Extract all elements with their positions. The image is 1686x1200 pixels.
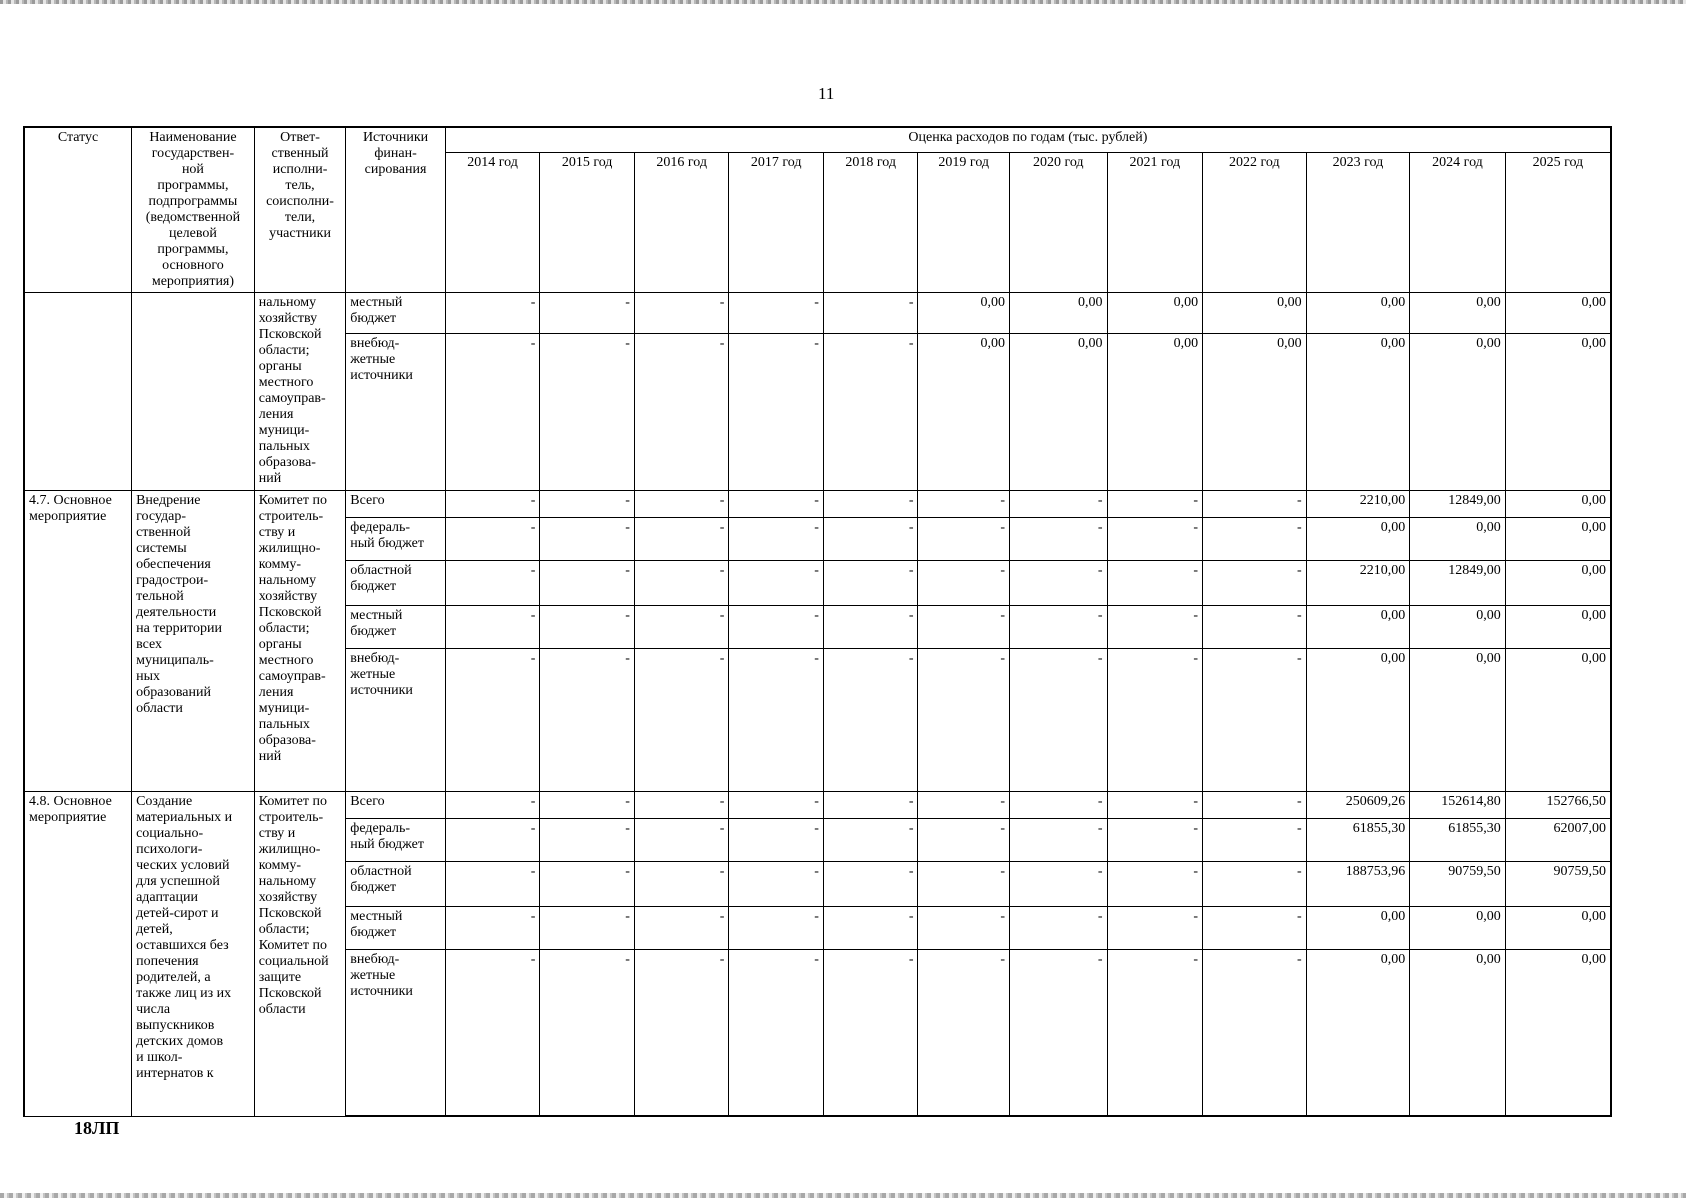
value-cell: - xyxy=(540,293,635,334)
value-cell: - xyxy=(918,649,1010,792)
value-cell: - xyxy=(445,792,540,819)
value-cell: - xyxy=(918,561,1010,606)
value-cell: 0,00 xyxy=(1505,518,1611,561)
value-cell: - xyxy=(1203,792,1307,819)
value-cell: - xyxy=(445,334,540,491)
value-cell: - xyxy=(445,819,540,862)
value-cell: - xyxy=(445,649,540,792)
value-cell: - xyxy=(1107,518,1203,561)
value-cell: 152614,80 xyxy=(1410,792,1506,819)
value-cell: - xyxy=(729,606,824,649)
value-cell: - xyxy=(634,334,729,491)
value-cell: - xyxy=(1107,491,1203,518)
value-cell: - xyxy=(1009,792,1107,819)
value-cell: 90759,50 xyxy=(1505,862,1611,907)
value-cell: - xyxy=(1009,862,1107,907)
value-cell: - xyxy=(540,606,635,649)
value-cell: 0,00 xyxy=(1009,334,1107,491)
value-cell: - xyxy=(823,950,918,1117)
value-cell: 0,00 xyxy=(1306,907,1410,950)
value-cell: 250609,26 xyxy=(1306,792,1410,819)
funding-source-cell: внебюд- жетные источники xyxy=(346,334,446,491)
value-cell: 0,00 xyxy=(1505,649,1611,792)
value-cell: - xyxy=(1203,862,1307,907)
value-cell: - xyxy=(540,950,635,1117)
value-cell: - xyxy=(729,649,824,792)
value-cell: - xyxy=(823,606,918,649)
value-cell: - xyxy=(634,293,729,334)
value-cell: - xyxy=(729,907,824,950)
value-cell: - xyxy=(1009,491,1107,518)
value-cell: - xyxy=(823,561,918,606)
responsible-cell: Комитет по строитель- ству и жилищно- комму- нальному хозяйству Псковской области; органы местного самоуправ- ления муници- пальных образова- ний xyxy=(254,491,346,792)
funding-source-cell: Всего xyxy=(346,491,446,518)
value-cell: 0,00 xyxy=(1410,907,1506,950)
value-cell: - xyxy=(729,792,824,819)
value-cell: - xyxy=(1107,792,1203,819)
responsible-cell: нальному хозяйству Псковской области; органы местного самоуправ- ления муници- пальных образова- ний xyxy=(254,293,346,491)
program-name-cell: Создание материальных и социально- психологи- ческих условий для успешной адаптации детей-сирот и детей, оставшихся без попечения родителей, а также лиц из их числа выпускников детских домов и школ- интернатов к xyxy=(132,792,255,1117)
header-responsible: Ответ- ственный исполни- тель, соисполни- тели, участники xyxy=(254,127,346,293)
funding-source-cell: внебюд- жетные источники xyxy=(346,649,446,792)
value-cell: - xyxy=(729,950,824,1117)
value-cell: 0,00 xyxy=(1410,518,1506,561)
value-cell: 2210,00 xyxy=(1306,561,1410,606)
value-cell: - xyxy=(1203,561,1307,606)
value-cell: 0,00 xyxy=(1306,649,1410,792)
value-cell: - xyxy=(540,907,635,950)
value-cell: - xyxy=(918,491,1010,518)
value-cell: - xyxy=(729,518,824,561)
value-cell: - xyxy=(1009,561,1107,606)
value-cell: - xyxy=(1107,862,1203,907)
value-cell: - xyxy=(729,561,824,606)
value-cell: 0,00 xyxy=(1203,293,1307,334)
value-cell: 0,00 xyxy=(1505,606,1611,649)
value-cell: - xyxy=(445,862,540,907)
value-cell: 0,00 xyxy=(1306,518,1410,561)
value-cell: - xyxy=(445,293,540,334)
value-cell: - xyxy=(918,950,1010,1117)
value-cell: - xyxy=(1009,606,1107,649)
value-cell: 12849,00 xyxy=(1410,561,1506,606)
value-cell: - xyxy=(823,334,918,491)
value-cell: - xyxy=(823,491,918,518)
budget-table xyxy=(23,126,1612,1117)
value-cell: - xyxy=(540,334,635,491)
value-cell: 0,00 xyxy=(1410,334,1506,491)
funding-source-cell: федераль- ный бюджет xyxy=(346,518,446,561)
value-cell: - xyxy=(1107,649,1203,792)
value-cell: - xyxy=(1107,819,1203,862)
funding-source-cell: местный бюджет xyxy=(346,293,446,334)
value-cell: - xyxy=(823,862,918,907)
value-cell: 62007,00 xyxy=(1505,819,1611,862)
value-cell: - xyxy=(445,518,540,561)
value-cell: - xyxy=(1107,561,1203,606)
value-cell: - xyxy=(634,561,729,606)
value-cell: - xyxy=(823,293,918,334)
value-cell: - xyxy=(1203,907,1307,950)
status-cell xyxy=(24,293,132,491)
value-cell: 0,00 xyxy=(1306,293,1410,334)
footer-code: 18ЛП xyxy=(74,1118,120,1138)
value-cell: - xyxy=(1009,649,1107,792)
header-year: 2016 год xyxy=(634,153,729,293)
value-cell: - xyxy=(1009,950,1107,1117)
value-cell: - xyxy=(729,819,824,862)
value-cell: - xyxy=(823,819,918,862)
header-row-1 xyxy=(24,127,1611,153)
value-cell: 0,00 xyxy=(1306,606,1410,649)
funding-source-cell: внебюд- жетные источники xyxy=(346,950,446,1117)
value-cell: - xyxy=(540,518,635,561)
scan-edge-top xyxy=(0,0,1686,4)
value-cell: 0,00 xyxy=(1505,491,1611,518)
header-year: 2020 год xyxy=(1009,153,1107,293)
header-year: 2015 год xyxy=(540,153,635,293)
header-year: 2024 год xyxy=(1410,153,1506,293)
funding-source-cell: областной бюджет xyxy=(346,561,446,606)
funding-source-cell: Всего xyxy=(346,792,446,819)
value-cell: 0,00 xyxy=(1107,293,1203,334)
value-cell: - xyxy=(634,819,729,862)
header-year: 2014 год xyxy=(445,153,540,293)
value-cell: - xyxy=(1009,819,1107,862)
value-cell: - xyxy=(540,491,635,518)
header-sources: Источники финан- сирования xyxy=(346,127,446,293)
value-cell: 0,00 xyxy=(1505,950,1611,1117)
value-cell: 0,00 xyxy=(1505,907,1611,950)
value-cell: 0,00 xyxy=(918,334,1010,491)
value-cell: 0,00 xyxy=(1410,649,1506,792)
responsible-cell: Комитет по строитель- ству и жилищно- комму- нальному хозяйству Псковской области; Комитет по социальной защите Псковской области xyxy=(254,792,346,1117)
value-cell: - xyxy=(918,606,1010,649)
value-cell: - xyxy=(1203,491,1307,518)
value-cell: - xyxy=(1203,819,1307,862)
header-year: 2021 год xyxy=(1107,153,1203,293)
funding-source-cell: федераль- ный бюджет xyxy=(346,819,446,862)
value-cell: 0,00 xyxy=(1410,293,1506,334)
header-year: 2018 год xyxy=(823,153,918,293)
value-cell: - xyxy=(540,649,635,792)
value-cell: - xyxy=(1203,649,1307,792)
status-cell: 4.8. Основное мероприятие xyxy=(24,792,132,1117)
value-cell: 0,00 xyxy=(1009,293,1107,334)
value-cell: - xyxy=(445,606,540,649)
value-cell: 0,00 xyxy=(1505,561,1611,606)
value-cell: - xyxy=(445,950,540,1117)
scan-edge-bottom xyxy=(0,1193,1686,1198)
value-cell: - xyxy=(823,518,918,561)
value-cell: - xyxy=(634,907,729,950)
program-name-cell xyxy=(132,293,255,491)
value-cell: 0,00 xyxy=(1505,334,1611,491)
value-cell: - xyxy=(918,907,1010,950)
value-cell: 61855,30 xyxy=(1410,819,1506,862)
value-cell: - xyxy=(1107,606,1203,649)
value-cell: - xyxy=(823,649,918,792)
value-cell: 0,00 xyxy=(1306,334,1410,491)
header-year: 2017 год xyxy=(729,153,824,293)
value-cell: 2210,00 xyxy=(1306,491,1410,518)
value-cell: - xyxy=(1203,606,1307,649)
value-cell: - xyxy=(1203,950,1307,1117)
value-cell: - xyxy=(1009,518,1107,561)
funding-source-cell: местный бюджет xyxy=(346,606,446,649)
value-cell: 0,00 xyxy=(1306,950,1410,1117)
value-cell: 0,00 xyxy=(918,293,1010,334)
value-cell: 152766,50 xyxy=(1505,792,1611,819)
value-cell: 12849,00 xyxy=(1410,491,1506,518)
value-cell: - xyxy=(1107,907,1203,950)
funding-source-cell: областной бюджет xyxy=(346,862,446,907)
value-cell: - xyxy=(445,491,540,518)
value-cell: 0,00 xyxy=(1505,293,1611,334)
funding-source-cell: местный бюджет xyxy=(346,907,446,950)
value-cell: - xyxy=(634,491,729,518)
value-cell: 0,00 xyxy=(1107,334,1203,491)
value-cell: - xyxy=(634,649,729,792)
value-cell: - xyxy=(729,491,824,518)
value-cell: - xyxy=(918,792,1010,819)
status-cell: 4.7. Основное мероприятие xyxy=(24,491,132,792)
table-row xyxy=(24,491,1611,518)
header-year: 2022 год xyxy=(1203,153,1307,293)
value-cell: - xyxy=(1203,518,1307,561)
page-number: 11 xyxy=(818,84,835,103)
table-row xyxy=(24,792,1611,819)
header-estimate: Оценка расходов по годам (тыс. рублей) xyxy=(445,127,1611,153)
value-cell: - xyxy=(729,293,824,334)
value-cell: - xyxy=(1009,907,1107,950)
value-cell: 0,00 xyxy=(1203,334,1307,491)
header-year: 2019 год xyxy=(918,153,1010,293)
header-name: Наименование государствен- ной программы, подпрограммы (ведомственной целевой программы, основного мероприятия) xyxy=(132,127,255,293)
value-cell: 188753,96 xyxy=(1306,862,1410,907)
header-year: 2023 год xyxy=(1306,153,1410,293)
program-name-cell: Внедрение государ- ственной системы обеспечения градострои- тельной деятельности на территории всех муниципаль- ных образований области xyxy=(132,491,255,792)
header-year: 2025 год xyxy=(1505,153,1611,293)
value-cell: - xyxy=(540,819,635,862)
value-cell: - xyxy=(445,907,540,950)
value-cell: - xyxy=(634,950,729,1117)
value-cell: - xyxy=(445,561,540,606)
value-cell: - xyxy=(729,862,824,907)
value-cell: - xyxy=(634,606,729,649)
value-cell: - xyxy=(634,792,729,819)
value-cell: - xyxy=(634,862,729,907)
value-cell: 90759,50 xyxy=(1410,862,1506,907)
value-cell: 0,00 xyxy=(1410,950,1506,1117)
value-cell: - xyxy=(729,334,824,491)
value-cell: - xyxy=(1107,950,1203,1117)
value-cell: - xyxy=(918,518,1010,561)
value-cell: - xyxy=(918,862,1010,907)
header-status: Статус xyxy=(24,127,132,293)
value-cell: - xyxy=(823,907,918,950)
value-cell: - xyxy=(634,518,729,561)
value-cell: - xyxy=(823,792,918,819)
value-cell: 0,00 xyxy=(1410,606,1506,649)
value-cell: - xyxy=(540,792,635,819)
value-cell: 61855,30 xyxy=(1306,819,1410,862)
table-row xyxy=(24,293,1611,334)
value-cell: - xyxy=(540,561,635,606)
value-cell: - xyxy=(540,862,635,907)
value-cell: - xyxy=(918,819,1010,862)
